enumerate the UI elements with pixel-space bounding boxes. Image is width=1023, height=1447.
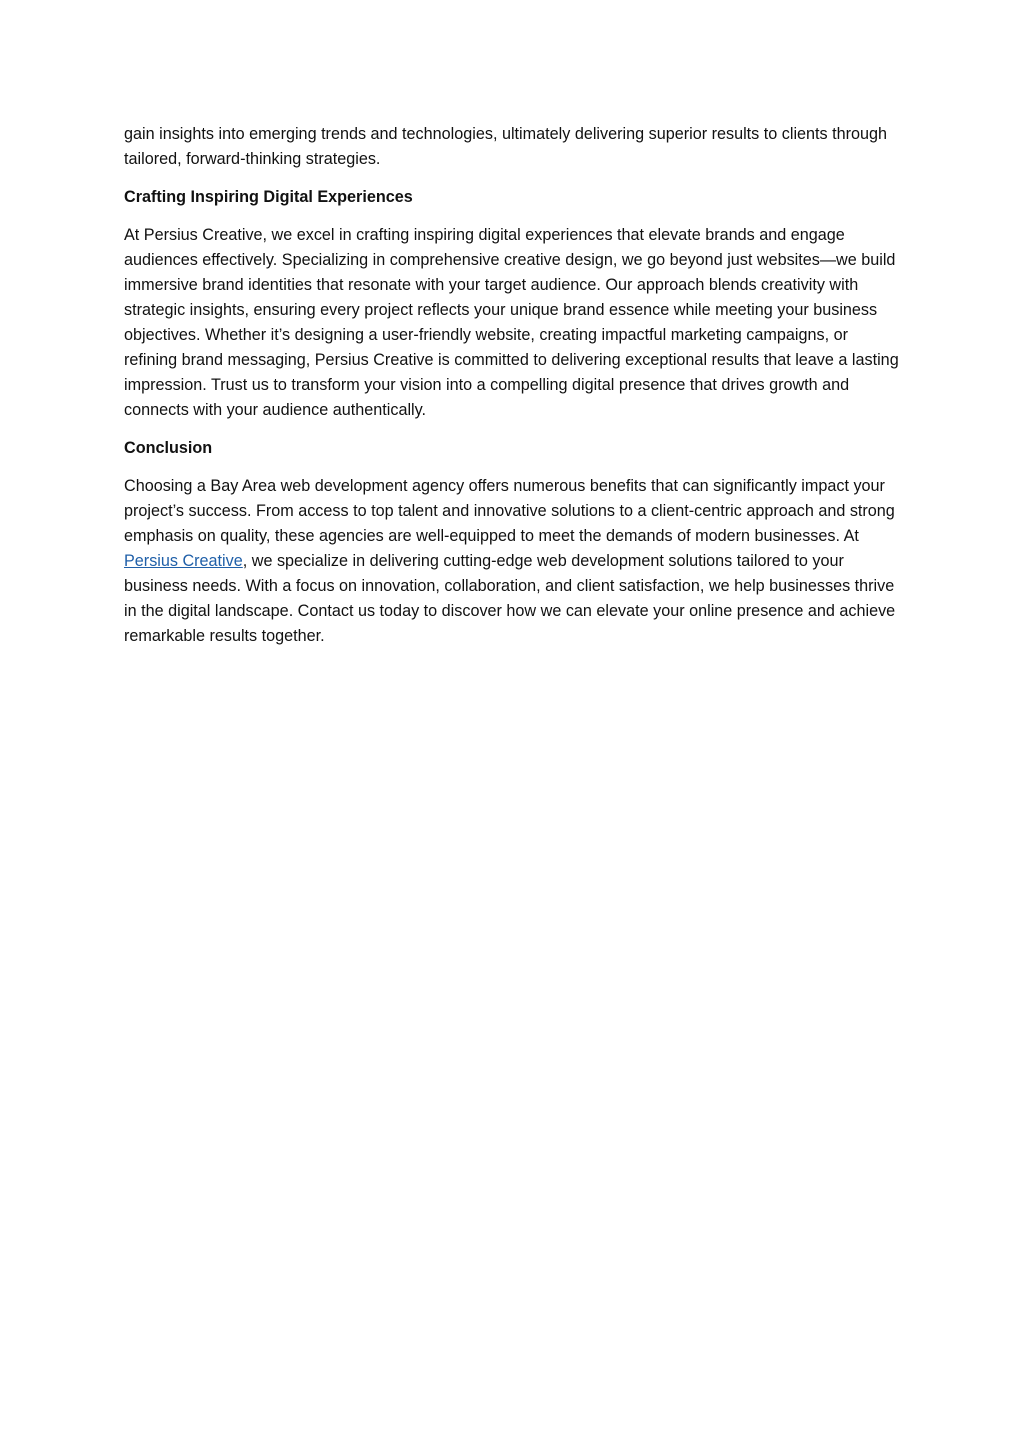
conclusion-text-after-link: , we specialize in delivering cutting-edge web development solutions tailored to your business needs. With a focus on innovation, collaboration, and client satisfaction, we help businesses thrive in the digital landscape. Contact us today to discover how we can elevate your online presence and achieve remarkable results together. <box>124 552 896 645</box>
intro-paragraph: gain insights into emerging trends and technologies, ultimately delivering superior results to clients through tailored, forward-thinking strategies. <box>124 125 888 168</box>
conclusion-text-before-link: Choosing a Bay Area web development agency offers numerous benefits that can significantly impact your project’s success. From access to top talent and innovative solutions to a client-centric approach and strong emphasis on quality, these agencies are well-equipped to meet the demands of modern businesses. At <box>124 477 895 545</box>
section-paragraph-conclusion <box>124 474 904 649</box>
section-heading-crafting: Crafting Inspiring Digital Experiences <box>124 188 413 206</box>
document-body <box>124 122 904 662</box>
persius-creative-link[interactable]: Persius Creative <box>124 552 243 570</box>
section-paragraph-crafting: At Persius Creative, we excel in crafting inspiring digital experiences that elevate brands and engage audiences effectively. Specializing in comprehensive creative design, we go beyond just websites—we build immersive brand identities that resonate with your target audience. Our approach blends creativity with strategic insights, ensuring every project reflects your unique brand essence while meeting your business objectives. Whether it’s designing a user-friendly website, creating impactful marketing campaigns, or refining brand messaging, Persius Creative is committed to delivering exceptional results that leave a lasting impression. Trust us to transform your vision into a compelling digital presence that drives growth and connects with your audience authentically. <box>124 226 899 419</box>
section-heading-conclusion: Conclusion <box>124 439 213 457</box>
